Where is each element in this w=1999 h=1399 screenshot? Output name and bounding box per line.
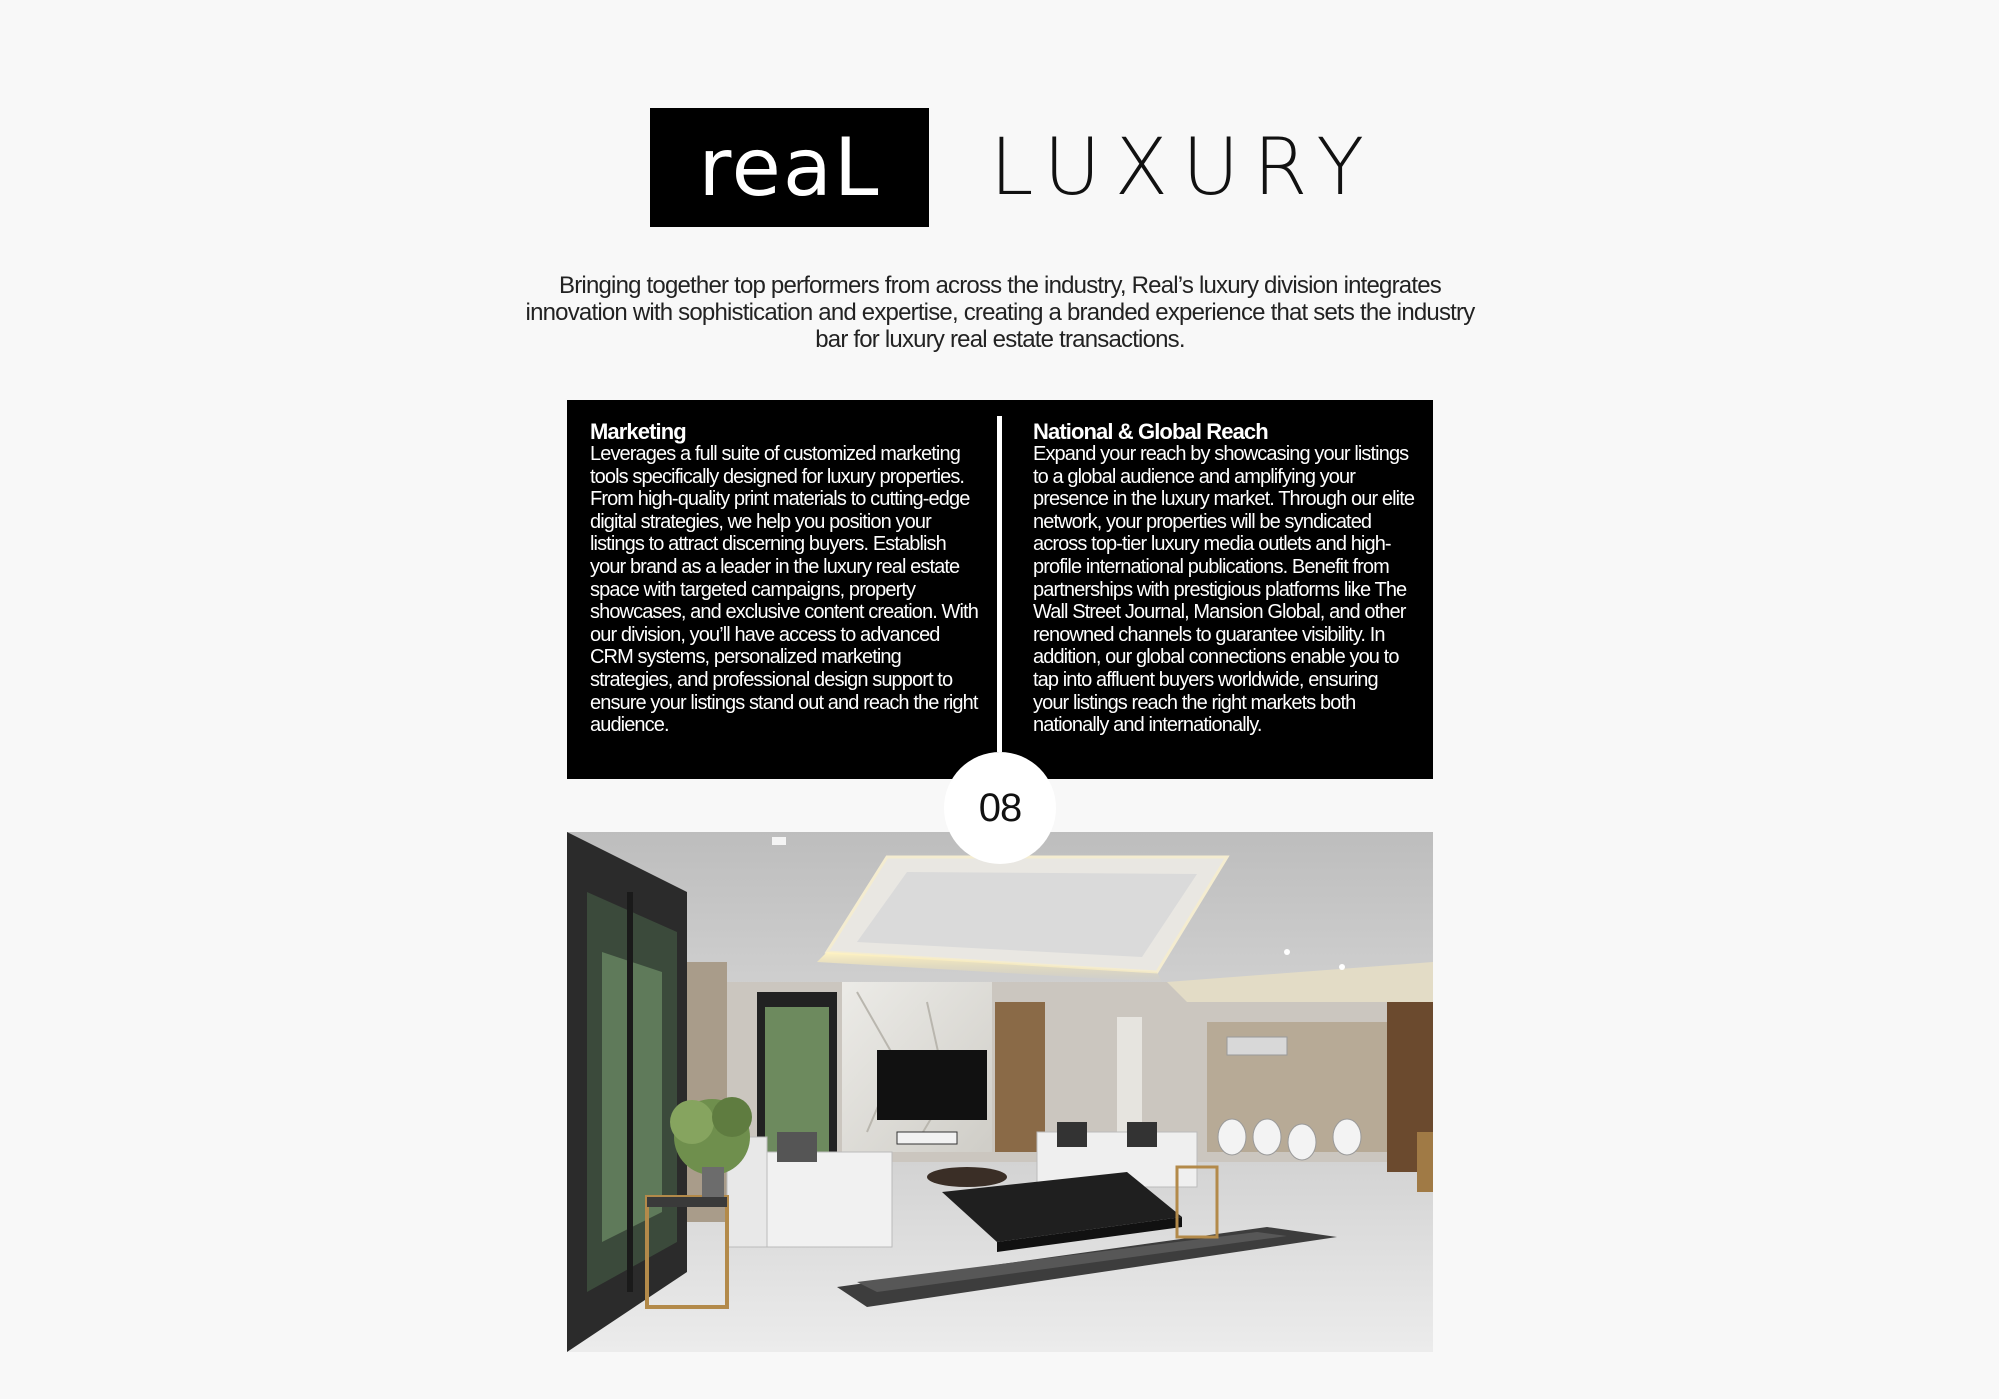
column-divider [997, 416, 1002, 752]
marketing-body: Leverages a full suite of customized marketing tools specifically designed for luxury properties. From high-quality print materials to cutting-edge digital strategies, we help you position your listings to attract discerning buyers. Establish your brand as a leader in the luxury real estate space with targeted campaigns, property showcases, and exclusive content creation. With our division, you’ll have access to advanced CRM systems, personalized marketing strategies, and professional design support to ensure your listings stand out and reach the right audience. [590, 443, 978, 737]
page-number-badge [944, 752, 1056, 864]
intro-paragraph: Bringing together top performers from across the industry, Real’s luxury division integrates innovation with sophistication and expertise, creating a branded experience that sets the industry bar for luxury real estate transactions. [525, 272, 1475, 353]
real-logo [650, 108, 929, 227]
luxury-wordmark: LUXURY [990, 123, 1379, 213]
info-panel [567, 400, 1433, 779]
reach-heading: National & Global Reach [1033, 419, 1268, 444]
marketing-heading: Marketing [590, 419, 686, 444]
page-number: 08 [978, 785, 1022, 830]
marketing-column [590, 420, 982, 737]
logo-text: reaL [698, 120, 881, 214]
reach-body: Expand your reach by showcasing your listings to a global audience and amplifying your presence in the luxury market. Through our elite network, your properties will be syndicated across top-tier luxury media outlets and high-profile international publications. Benefit from partnerships with prestigious platforms like The Wall Street Journal, Mansion Global, and other renowned channels to guarantee visibility. In addition, our global connections enable you to tap into affluent buyers worldwide, ensuring your listings reach the right markets both nationally and internationally. [1033, 443, 1415, 737]
living-room-photo [567, 832, 1433, 1352]
reach-column [1033, 420, 1415, 737]
